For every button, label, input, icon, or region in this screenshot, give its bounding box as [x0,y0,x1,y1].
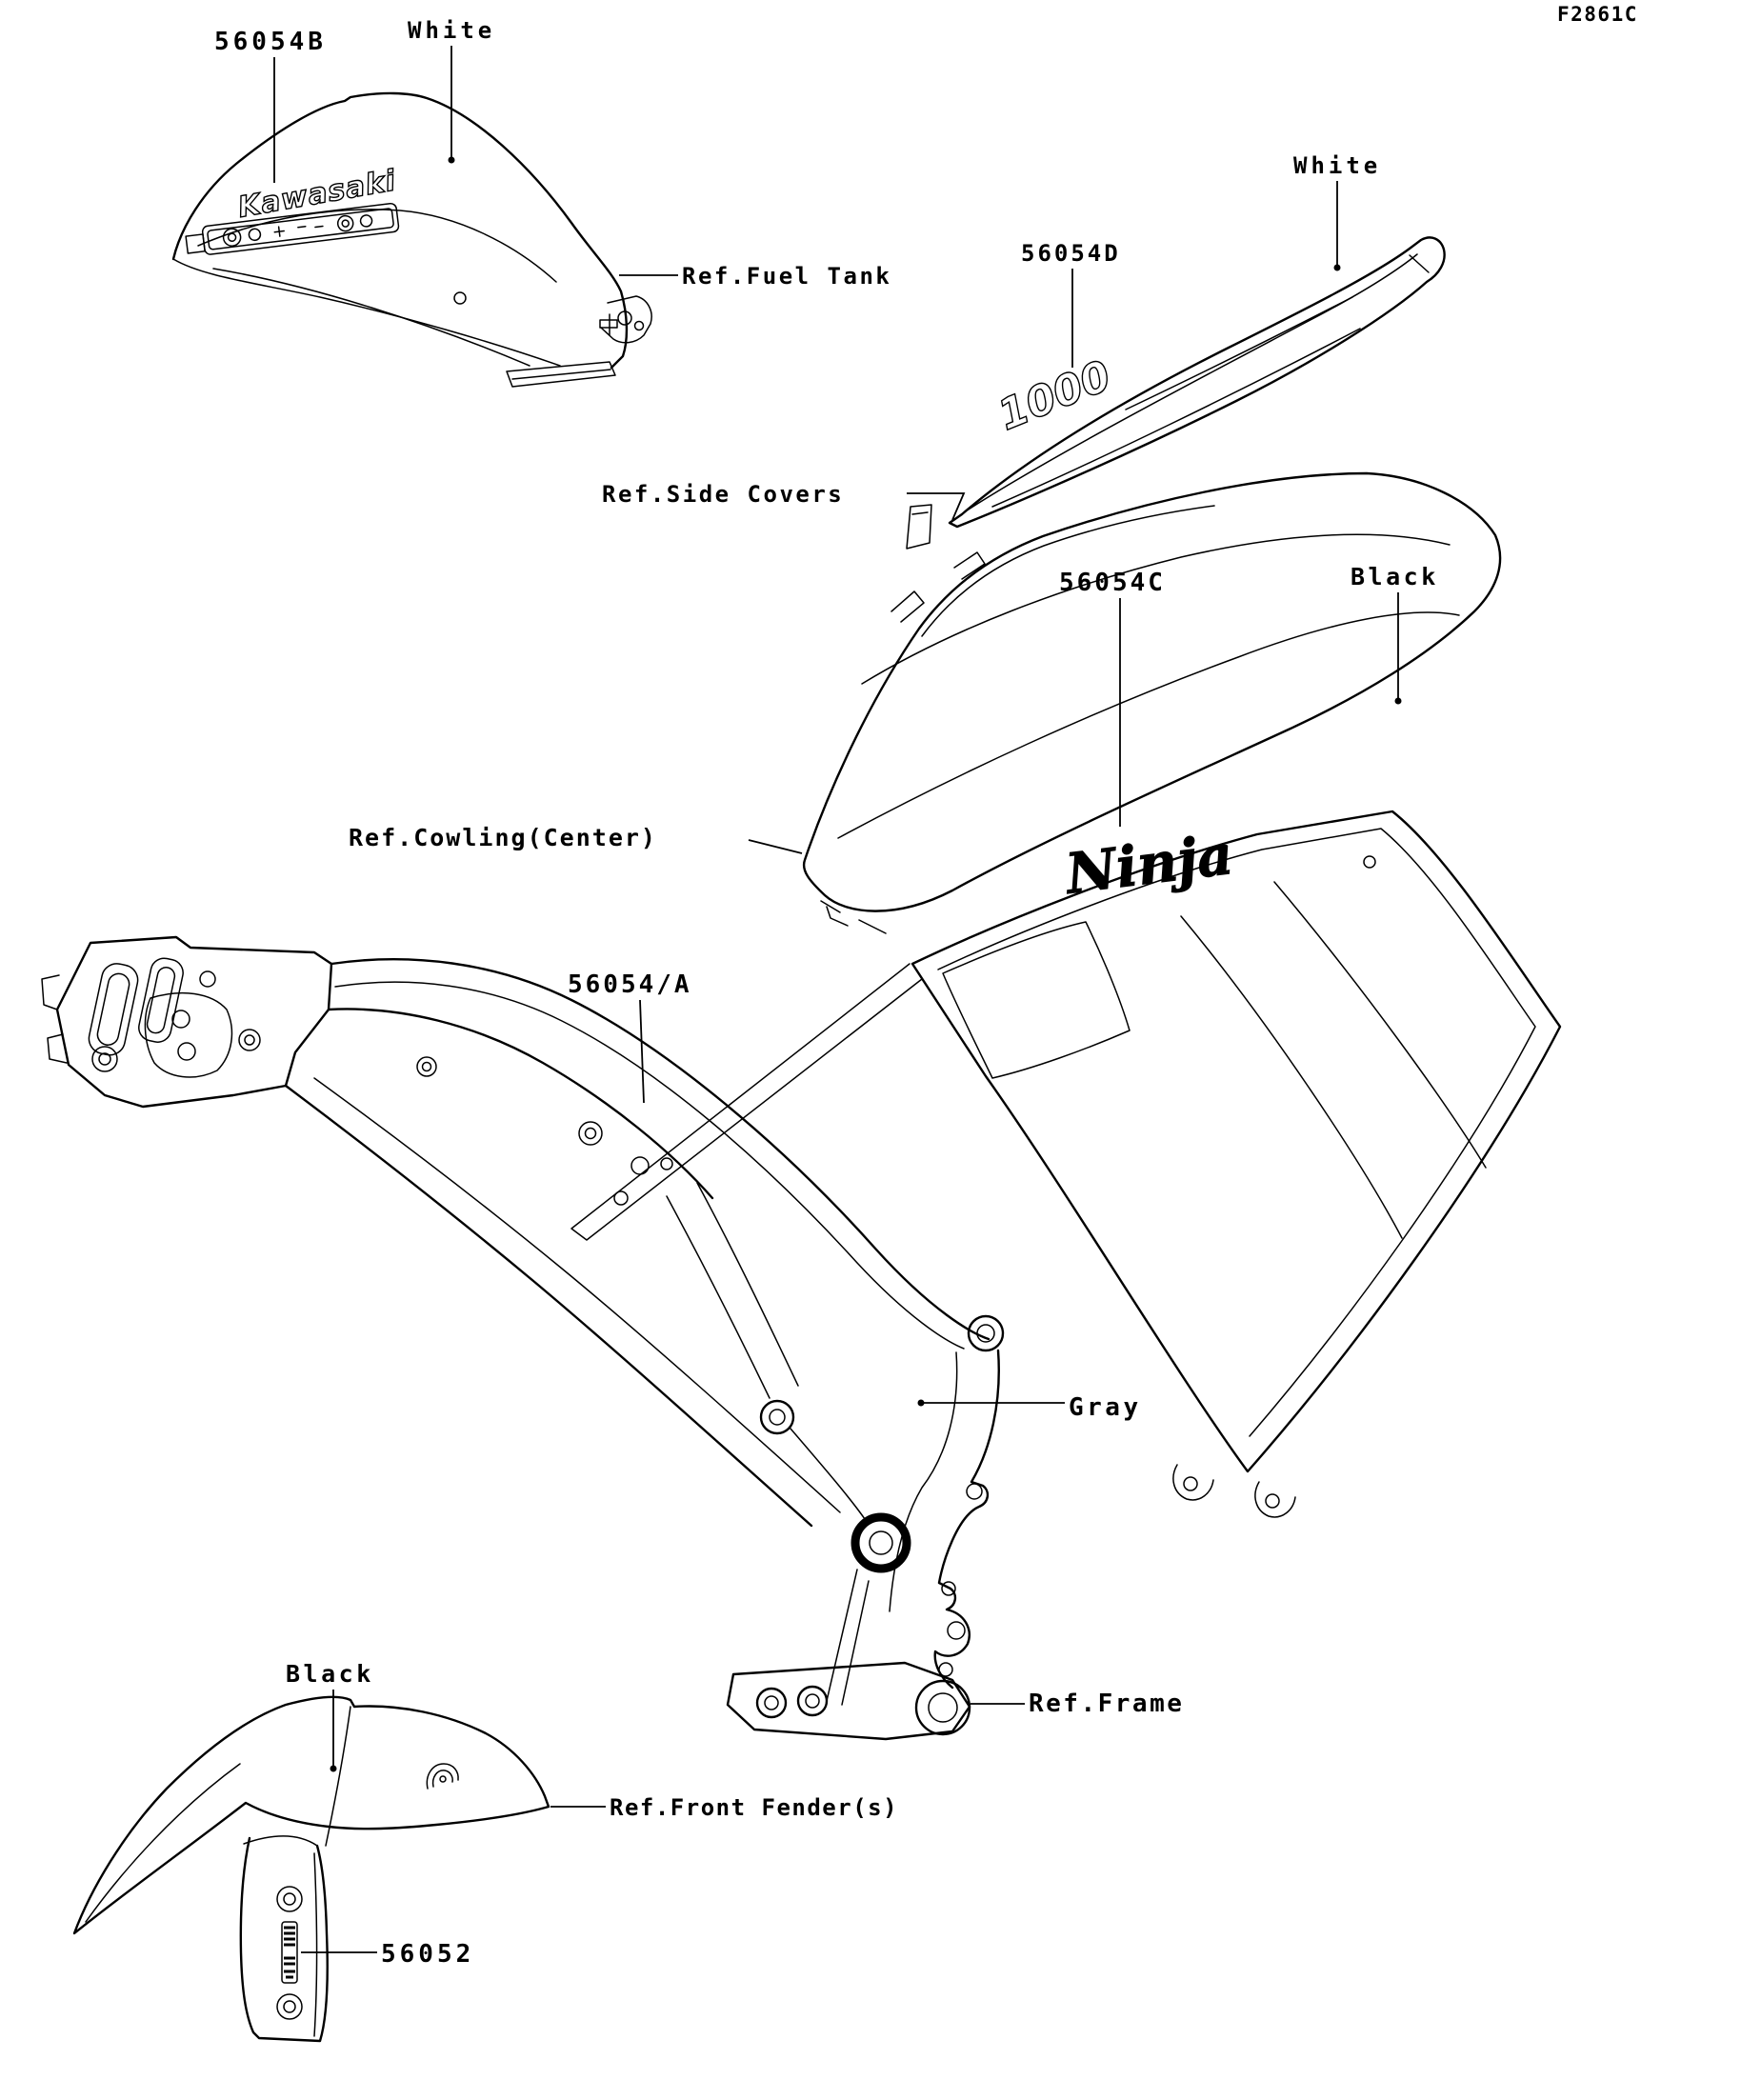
thousand-decal [991,351,1118,440]
leader-ref-cowling [749,840,802,853]
fender-leg-top-curve [244,1836,317,1846]
frame-subframe-outline [57,937,331,1107]
side-cover-mid-crease [1126,297,1352,410]
frame-top-boss-hole [977,1325,994,1342]
cowling-edge-tab-2 [954,552,985,579]
color-callout-frame-gray: Gray [1069,1393,1142,1422]
frame-brace-front [667,1196,770,1398]
frame-upper-spar-inner [335,982,964,1349]
part-number-56054D: 56054D [1021,240,1121,267]
leader-dot-fender-black [330,1766,337,1772]
fender-front-double-line [86,1764,240,1922]
subframe-bolt-2 [178,1043,195,1060]
tank-rivet [454,292,466,304]
fender-stripe-decal [282,1922,297,1983]
ref-label-cowling-center: Ref.Cowling(Center) [349,824,657,851]
leader-dot-tank-white [449,157,455,164]
frame-brace-boss-hole [770,1410,785,1425]
ref-label-fuel-tank: Ref.Fuel Tank [682,263,892,290]
fender-outline [74,1697,549,1933]
subframe-bolt-4 [239,1030,260,1050]
frame-brace-to-pivot [790,1429,865,1519]
subframe-bolt-1 [172,1010,190,1028]
ref-label-frame: Ref.Frame [1029,1690,1185,1718]
fender-center-crease [326,1707,350,1846]
fuel-tank-flange [173,259,560,366]
frame-plate-bolt-1-hole [765,1696,778,1710]
color-callout-cover-white: White [1293,152,1382,179]
frame-mid-boss-1 [579,1122,602,1145]
cowling-nose-tabs [821,901,886,933]
kawasaki-decal [235,164,398,225]
frame-right-column-inner [890,1352,957,1611]
fuel-tank-drawing [173,93,651,387]
cowling-top-bracket [907,505,931,549]
frame-mount-hole-4 [939,1663,952,1676]
kawasaki-decal-text: Kawasaki [235,164,399,225]
fender-leg-inner-line [314,1853,317,2036]
fender-bolt-1 [277,1887,302,1911]
fuel-tank-outline [173,93,627,368]
frame-plate-link [827,1570,869,1705]
cowling-bottom-tab-2 [1255,1482,1295,1517]
ninja-decal-text: Ninja [1062,821,1237,907]
bracket-bolt-hole-small [635,322,644,330]
frame-plate-bolt-1 [757,1689,786,1717]
leader-dot-frame-gray [918,1400,925,1407]
cowling-strip-bolt-1 [614,1191,628,1205]
frame-upper-spar-bottom [329,1009,712,1198]
fender-bolt-2-hole [284,2001,295,2012]
frame-subframe-plate [145,993,231,1077]
cowling-vent-bar-2 [1274,882,1486,1168]
subframe-bolt-3-inner [99,1053,110,1065]
frame-mount-hole-3 [948,1622,965,1639]
cowling-tab-hole-2 [1266,1494,1279,1508]
frame-pivot-boss [855,1517,907,1569]
cowling-upper-crease [862,534,1450,684]
cowling-vent-bar-1 [1181,916,1402,1238]
frame-mid-boss-3-hole [423,1063,431,1071]
color-callout-tank-white: White [408,17,496,44]
fender-bolt-1-hole [284,1893,295,1905]
cowling-tab-hole-1 [1184,1477,1197,1490]
ref-label-front-fender: Ref.Front Fender(s) [610,1794,899,1821]
subframe-bolt-5 [200,971,215,987]
frame-mid-boss-1-hole [586,1129,596,1139]
frame-drawing [42,937,1003,1739]
subframe-bolt-3 [92,1047,117,1071]
frame-lower-spar-outer [286,1086,811,1526]
front-fender-drawing [74,1697,549,2041]
part-number-56054A: 56054/A [568,970,692,999]
frame-mid-boss-2 [631,1157,649,1174]
fender-swirl-logo [427,1764,458,1789]
ref-label-side-covers: Ref.Side Covers [602,481,845,508]
side-cover-drawing [950,237,1445,527]
frame-right-column [935,1350,999,1688]
frame-end-boss [916,1681,970,1734]
frame-pivot-hole [870,1531,892,1554]
fender-bolt-2 [277,1994,302,2019]
frame-mount-hole-1 [967,1484,982,1499]
cowling-vent-bolt [1364,856,1375,868]
figure-code: F2861C [1557,3,1638,26]
cowling-center-drawing [571,473,1560,1517]
cowling-edge-tab-1 [891,591,924,622]
part-number-56054B: 56054B [214,28,327,56]
frame-subframe-slot-2 [136,956,186,1045]
side-cover-end-fold [1410,255,1429,272]
frame-lower-spar-inner [314,1078,840,1512]
color-callout-fender-black: Black [286,1660,374,1688]
frame-brace-boss [761,1401,793,1433]
part-number-56054C: 56054C [1059,569,1166,597]
leader-dot-cover-white [1334,265,1341,271]
frame-subframe-slot-1 [86,961,140,1058]
frame-plate-bolt-2-hole [806,1694,819,1708]
cowling-strip-bolt-2 [661,1158,672,1170]
cowling-vent-inner-edge [938,829,1535,1436]
cowling-vent-outline [912,811,1560,1471]
fuel-tank-base-plate [507,362,615,387]
frame-upper-spar-top [331,959,989,1339]
frame-plate-bolt-2 [798,1687,827,1715]
thousand-decal-text: 1000 [991,351,1118,441]
frame-subframe-tabs [42,975,67,1063]
part-number-56052: 56052 [381,1940,475,1969]
subframe-bolt-4-inner [245,1035,254,1045]
bracket-pin [600,314,617,335]
frame-mid-boss-3 [417,1057,436,1076]
color-callout-cowling-black: Black [1351,563,1439,590]
cowling-bottom-tab-1 [1173,1465,1213,1500]
leader-56054A [640,1000,644,1103]
fuel-tank-knee-line [213,269,530,366]
cowling-left-strip [571,964,922,1240]
leader-dot-cowling-black [1395,698,1402,705]
frame-end-boss-hole [929,1693,957,1722]
